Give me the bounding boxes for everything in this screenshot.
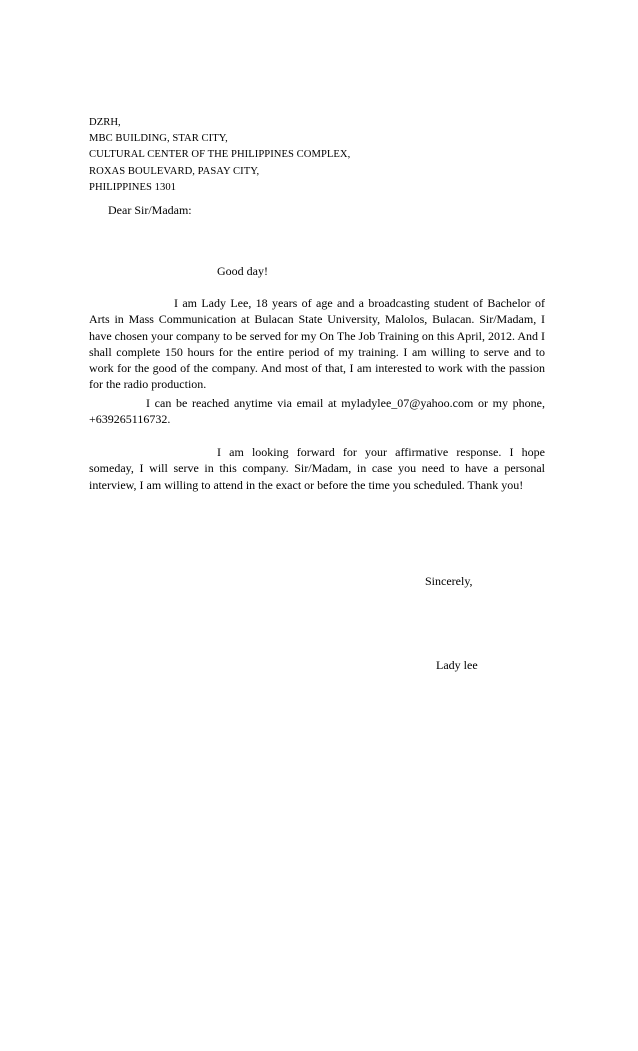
complimentary-close: Sincerely, [425,574,473,588]
address-line: CULTURAL CENTER OF THE PHILIPPINES COMPLEX, [89,149,351,161]
body-paragraph-contact: I can be reached anytime via email at myladylee_07@yahoo.com or my phone, +639265116732. [89,396,545,427]
address-line: PHILIPPINES 1301 [89,181,177,193]
salutation: Dear Sir/Madam: [108,203,192,217]
greeting: Good day! [217,264,268,278]
signature-name: Lady lee [436,658,478,672]
address-line: ROXAS BOULEVARD, PASAY CITY, [89,165,260,177]
address-line: MBC BUILDING, STAR CITY, [89,133,228,145]
address-line: DZRH, [89,117,121,128]
body-paragraph-intro: I am Lady Lee, 18 years of age and a broadcasting student of Bachelor of Arts in Mass Communication at Bulacan State University, Malolos, Bulacan. Sir/Madam, I have chosen your company to be served for my On The Job Training on this April, 2012. And I shall complete 150 hours for the entire period of my training. I am willing to serve and to work for the good of the company. And most of that, I am interested to work with the passion for the radio production. [89,296,545,392]
body-paragraph-closing: I am looking forward for your affirmative response. I hope someday, I will serve in this company. Sir/Madam, in case you need to have a personal interview, I am willing to attend in the exact or before the time you scheduled. Thank you! [89,445,545,492]
recipient-address [89,115,549,196]
